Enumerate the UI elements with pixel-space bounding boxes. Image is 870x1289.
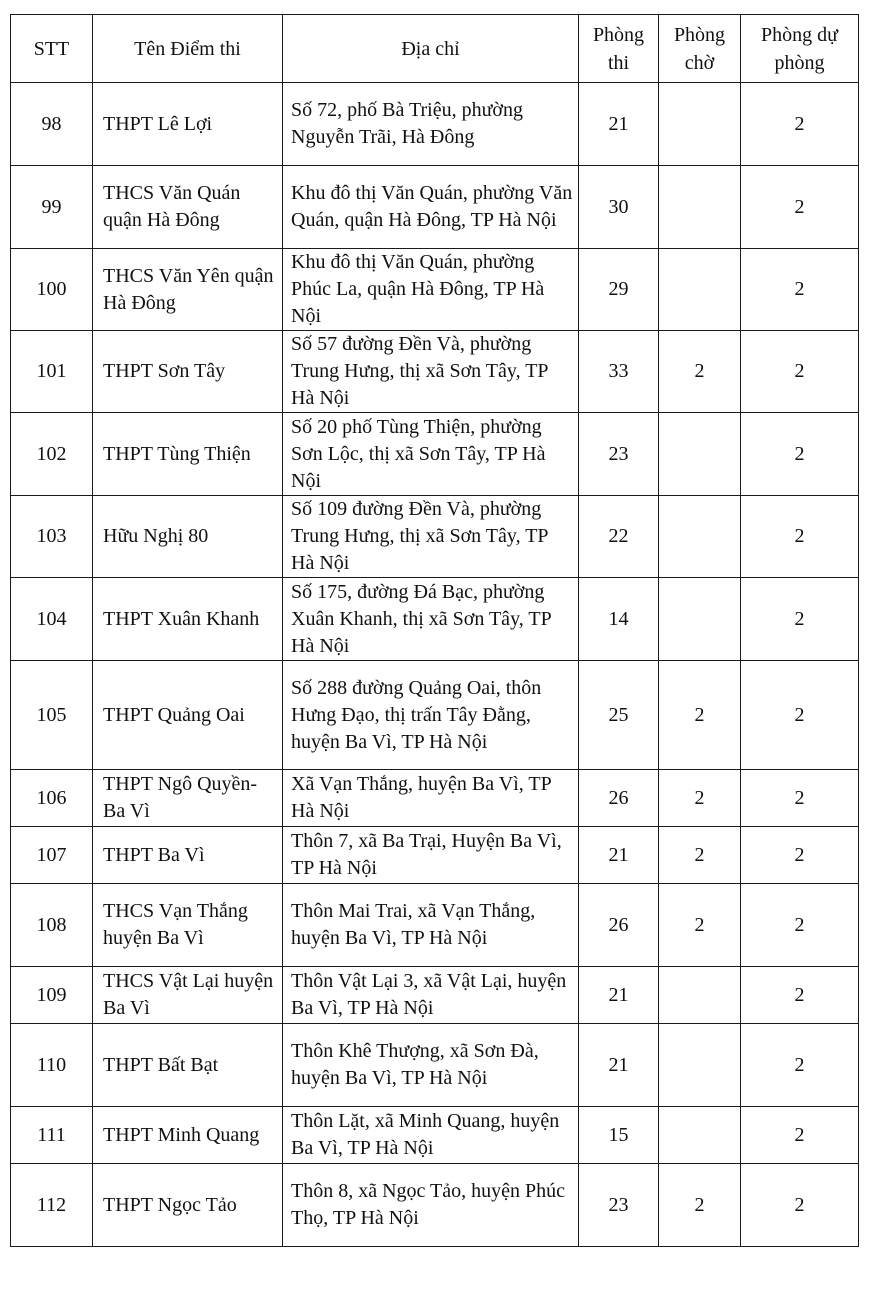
cell-rooms: 21 (579, 967, 659, 1024)
cell-stt: 98 (11, 83, 93, 166)
cell-reserve: 2 (741, 884, 859, 967)
header-address: Địa chỉ (283, 15, 579, 83)
cell-address: Thôn Lặt, xã Minh Quang, huyện Ba Vì, TP Hà Nội (283, 1107, 579, 1164)
cell-address: Khu đô thị Văn Quán, phường Văn Quán, quận Hà Đông, TP Hà Nội (283, 166, 579, 249)
cell-name: THPT Sơn Tây (93, 331, 283, 413)
cell-address: Thôn Vật Lại 3, xã Vật Lại, huyện Ba Vì, TP Hà Nội (283, 967, 579, 1024)
cell-address: Thôn 7, xã Ba Trại, Huyện Ba Vì, TP Hà Nội (283, 827, 579, 884)
cell-reserve: 2 (741, 1024, 859, 1107)
cell-waiting (659, 496, 741, 578)
cell-address: Xã Vạn Thắng, huyện Ba Vì, TP Hà Nội (283, 770, 579, 827)
cell-name: THPT Minh Quang (93, 1107, 283, 1164)
cell-rooms: 26 (579, 884, 659, 967)
cell-stt: 99 (11, 166, 93, 249)
cell-address: Khu đô thị Văn Quán, phường Phúc La, quận Hà Đông, TP Hà Nội (283, 249, 579, 331)
cell-address: Số 175, đường Đá Bạc, phường Xuân Khanh, thị xã Sơn Tây, TP Hà Nội (283, 578, 579, 661)
cell-reserve: 2 (741, 83, 859, 166)
cell-stt: 109 (11, 967, 93, 1024)
cell-address: Thôn Mai Trai, xã Vạn Thắng, huyện Ba Vì, TP Hà Nội (283, 884, 579, 967)
cell-reserve: 2 (741, 166, 859, 249)
cell-waiting (659, 249, 741, 331)
cell-rooms: 21 (579, 827, 659, 884)
table-row (11, 884, 859, 967)
cell-waiting (659, 967, 741, 1024)
cell-reserve: 2 (741, 1164, 859, 1247)
cell-waiting: 2 (659, 661, 741, 770)
cell-name: THCS Văn Yên quận Hà Đông (93, 249, 283, 331)
cell-rooms: 26 (579, 770, 659, 827)
cell-name: THCS Vạn Thắng huyện Ba Vì (93, 884, 283, 967)
cell-stt: 110 (11, 1024, 93, 1107)
cell-waiting (659, 1107, 741, 1164)
cell-address: Số 72, phố Bà Triệu, phường Nguyễn Trãi, Hà Đông (283, 83, 579, 166)
cell-waiting (659, 578, 741, 661)
header-row (11, 15, 859, 83)
cell-name: Hữu Nghị 80 (93, 496, 283, 578)
cell-reserve: 2 (741, 827, 859, 884)
cell-name: THPT Ba Vì (93, 827, 283, 884)
cell-rooms: 15 (579, 1107, 659, 1164)
cell-reserve: 2 (741, 249, 859, 331)
table-row (11, 967, 859, 1024)
cell-stt: 104 (11, 578, 93, 661)
table-row (11, 496, 859, 578)
table-row (11, 1164, 859, 1247)
cell-address: Số 109 đường Đền Và, phường Trung Hưng, thị xã Sơn Tây, TP Hà Nội (283, 496, 579, 578)
cell-name: THCS Văn Quán quận Hà Đông (93, 166, 283, 249)
cell-waiting: 2 (659, 884, 741, 967)
table-row (11, 770, 859, 827)
cell-name: THPT Tùng Thiện (93, 413, 283, 496)
cell-stt: 107 (11, 827, 93, 884)
cell-waiting (659, 83, 741, 166)
cell-name: THPT Ngô Quyền-Ba Vì (93, 770, 283, 827)
cell-stt: 108 (11, 884, 93, 967)
table-row (11, 661, 859, 770)
cell-waiting (659, 1024, 741, 1107)
cell-reserve: 2 (741, 578, 859, 661)
cell-address: Số 57 đường Đền Và, phường Trung Hưng, thị xã Sơn Tây, TP Hà Nội (283, 331, 579, 413)
cell-stt: 106 (11, 770, 93, 827)
cell-rooms: 25 (579, 661, 659, 770)
table-row (11, 827, 859, 884)
cell-stt: 101 (11, 331, 93, 413)
cell-stt: 112 (11, 1164, 93, 1247)
cell-address: Thôn 8, xã Ngọc Tảo, huyện Phúc Thọ, TP Hà Nội (283, 1164, 579, 1247)
document-page (10, 14, 859, 1247)
cell-rooms: 30 (579, 166, 659, 249)
cell-name: THPT Ngọc Tảo (93, 1164, 283, 1247)
cell-stt: 103 (11, 496, 93, 578)
cell-rooms: 22 (579, 496, 659, 578)
cell-reserve: 2 (741, 1107, 859, 1164)
cell-rooms: 23 (579, 413, 659, 496)
cell-waiting: 2 (659, 1164, 741, 1247)
cell-reserve: 2 (741, 331, 859, 413)
table-row (11, 1024, 859, 1107)
cell-address: Thôn Khê Thượng, xã Sơn Đà, huyện Ba Vì, TP Hà Nội (283, 1024, 579, 1107)
cell-rooms: 14 (579, 578, 659, 661)
cell-stt: 100 (11, 249, 93, 331)
cell-rooms: 33 (579, 331, 659, 413)
cell-reserve: 2 (741, 413, 859, 496)
cell-reserve: 2 (741, 496, 859, 578)
cell-rooms: 23 (579, 1164, 659, 1247)
cell-reserve: 2 (741, 770, 859, 827)
cell-reserve: 2 (741, 661, 859, 770)
table-row (11, 249, 859, 331)
exam-venue-table (10, 14, 859, 1247)
table-row (11, 83, 859, 166)
cell-name: THPT Quảng Oai (93, 661, 283, 770)
cell-name: THPT Xuân Khanh (93, 578, 283, 661)
cell-waiting: 2 (659, 770, 741, 827)
header-reserve: Phòng dự phòng (741, 15, 859, 83)
header-waiting: Phòng chờ (659, 15, 741, 83)
table-row (11, 166, 859, 249)
table-row (11, 413, 859, 496)
cell-waiting (659, 413, 741, 496)
cell-name: THCS Vật Lại huyện Ba Vì (93, 967, 283, 1024)
cell-waiting: 2 (659, 331, 741, 413)
table-row (11, 578, 859, 661)
cell-address: Số 20 phố Tùng Thiện, phường Sơn Lộc, thị xã Sơn Tây, TP Hà Nội (283, 413, 579, 496)
cell-stt: 102 (11, 413, 93, 496)
cell-rooms: 21 (579, 83, 659, 166)
table-row (11, 1107, 859, 1164)
cell-rooms: 29 (579, 249, 659, 331)
header-stt: STT (11, 15, 93, 83)
cell-rooms: 21 (579, 1024, 659, 1107)
cell-reserve: 2 (741, 967, 859, 1024)
table-row (11, 331, 859, 413)
cell-address: Số 288 đường Quảng Oai, thôn Hưng Đạo, thị trấn Tây Đằng, huyện Ba Vì, TP Hà Nội (283, 661, 579, 770)
cell-name: THPT Bất Bạt (93, 1024, 283, 1107)
header-name: Tên Điểm thi (93, 15, 283, 83)
header-rooms: Phòng thi (579, 15, 659, 83)
cell-waiting (659, 166, 741, 249)
cell-waiting: 2 (659, 827, 741, 884)
cell-name: THPT Lê Lợi (93, 83, 283, 166)
cell-stt: 105 (11, 661, 93, 770)
cell-stt: 111 (11, 1107, 93, 1164)
